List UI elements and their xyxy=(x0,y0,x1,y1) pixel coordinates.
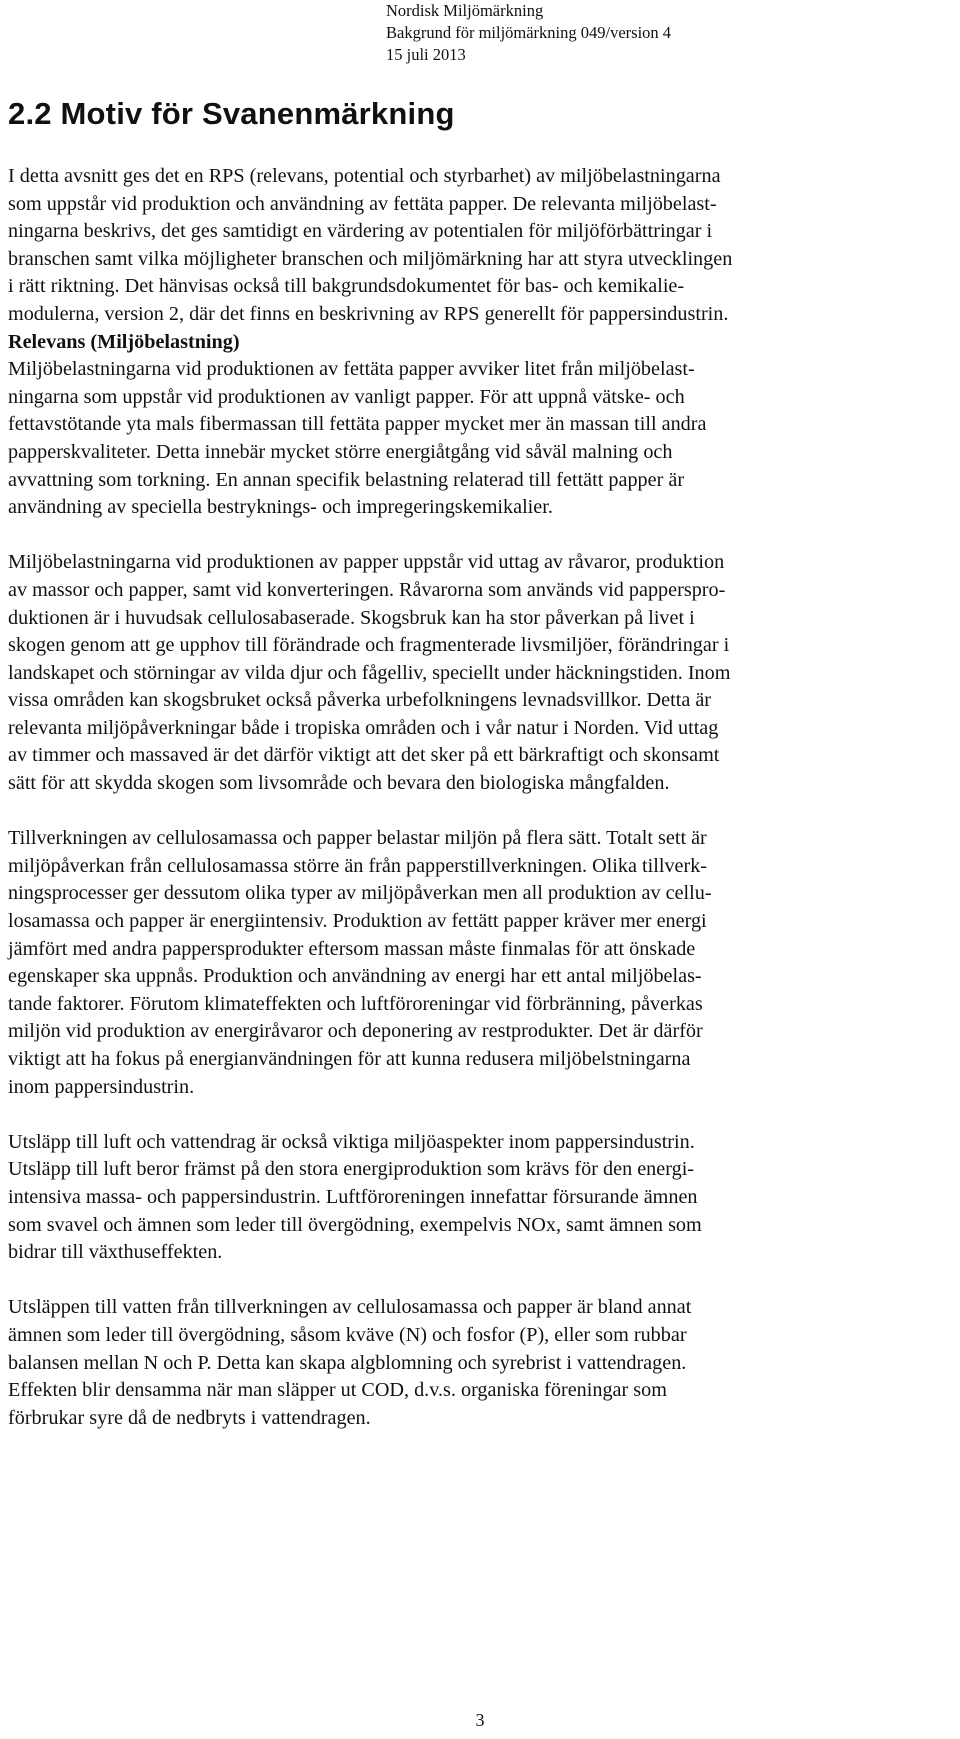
text-line: relevanta miljöpåverkningar både i tropiska områden och i vår natur i Norden. Vid uttag xyxy=(8,716,719,739)
text-line: inom pappersindustrin. xyxy=(8,1075,195,1098)
text-line: ningarna beskrivs, det ges samtidigt en värdering av potentialen för miljöförbättringar i xyxy=(8,220,713,243)
text-line: ämnen som leder till övergödning, såsom kväve (N) och fosfor (P), eller som rubbar xyxy=(8,1323,687,1346)
text-line: modulerna, version 2, där det finns en beskrivning av RPS generellt för pappersindustrin. xyxy=(8,302,729,325)
text-line: jämfört med andra pappersprodukter eftersom massan måste finmalas för att önskade xyxy=(8,937,696,960)
text-line: avvattning som torkning. En annan specifik belastning relaterad till fettätt papper är xyxy=(8,468,685,491)
text-line: duktionen är i huvudsak cellulosabaserade. Skogsbruk kan ha stor påverkan på livet i xyxy=(8,606,695,629)
text-line: skogen genom att ge upphov till förändrade och fragmenterade livsmiljöer, förändringar i xyxy=(8,634,730,657)
page-header xyxy=(386,0,686,66)
text-line: Miljöbelastningarna vid produktionen av fettäta papper avviker litet från miljöbelast- xyxy=(8,358,695,381)
page-number: 3 xyxy=(475,1710,485,1730)
text-line: Tillverkningen av cellulosamassa och papper belastar miljön på flera sätt. Totalt sett är xyxy=(8,827,707,850)
text-line: av timmer och massaved är det därför viktigt att det sker på ett bärkraftigt och skonsamt xyxy=(8,744,720,767)
text-line: Utsläpp till luft beror främst på den stora energiproduktion som krävs för den energi- xyxy=(8,1158,695,1181)
relevans-paragraph xyxy=(8,356,953,522)
text-line: viktigt att ha fokus på energianvändningen för att kunna redusera miljöbelstningarna xyxy=(8,1048,691,1070)
text-line: balansen mellan N och P. Detta kan skapa algblomning och syrebrist i vattendragen. xyxy=(8,1351,687,1374)
header-org: Nordisk Miljömärkning xyxy=(386,1,544,20)
text-line: Miljöbelastningarna vid produktionen av papper uppstår vid uttag av råvaror, produktion xyxy=(8,551,725,574)
text-line: bidrar till växthuseffekten. xyxy=(8,1241,223,1264)
text-line: tande faktorer. Förutom klimateffekten och luftföroreningar vid förbränning, påverkas xyxy=(8,992,703,1015)
text-line: I detta avsnitt ges det en RPS (relevans, potential och styrbarhet) av miljöbelastningarna xyxy=(8,165,721,187)
text-line: som svavel och ämnen som leder till övergödning, exempelvis NOx, samt ämnen som xyxy=(8,1213,702,1236)
text-line: Utsläppen till vatten från tillverkningen av cellulosamassa och papper är bland annat xyxy=(8,1296,692,1319)
text-line: förbrukar syre då de nedbryts i vattendragen. xyxy=(8,1406,371,1429)
text-line: intensiva massa- och pappersindustrin. Luftföroreningen innefattar försurande ämnen xyxy=(8,1185,698,1208)
energy-paragraph xyxy=(8,825,953,1101)
text-line: fettavstötande yta mals fibermassan till fettäta papper mycket mer än massan till andra xyxy=(8,413,707,436)
water-emissions-paragraph xyxy=(8,1294,953,1432)
text-line: av massor och papper, samt vid konverteringen. Råvarorna som används vid papperspro- xyxy=(8,578,726,601)
document-body xyxy=(8,163,953,1432)
header-date: 15 juli 2013 xyxy=(386,45,466,64)
text-line: miljöpåverkan från cellulosamassa större än från papperstillverkningen. Olika tillverk- xyxy=(8,854,708,877)
text-line: ningarna som uppstår vid produktionen av vanligt papper. För att uppnå vätske- och xyxy=(8,385,685,408)
text-line: branschen samt vilka möjligheter branschen och miljömärkning har att styra utvecklingen xyxy=(8,247,733,270)
text-line: i rätt riktning. Det hänvisas också till bakgrundsdokumentet för bas- och kemikalie- xyxy=(8,275,685,298)
header-document-id: Bakgrund för miljömärkning 049/version 4 xyxy=(386,23,672,42)
text-line: Utsläpp till luft och vattendrag är också viktiga miljöaspekter inom pappersindustrin. xyxy=(8,1130,695,1153)
air-emissions-paragraph xyxy=(8,1129,953,1267)
text-line: Effekten blir densamma när man släpper ut COD, d.v.s. organiska föreningar som xyxy=(8,1379,667,1402)
text-line: egenskaper ska uppnås. Produktion och användning av energi har ett antal miljöbelas- xyxy=(8,965,702,988)
text-line: losamassa och papper är energiintensiv. Produktion av fettätt papper kräver mer energi xyxy=(8,910,707,933)
intro-paragraph xyxy=(8,163,953,329)
text-line: vissa områden kan skogsbruket också påverka urbefolkningens levnadsvillkor. Detta är xyxy=(8,689,712,712)
relevans-heading: Relevans (Miljöbelastning) xyxy=(8,330,240,353)
text-line: sätt för att skydda skogen som livsområde och bevara den biologiska mångfalden. xyxy=(8,772,670,795)
section-title: 2.2 Motiv för Svanenmärkning xyxy=(8,96,455,131)
text-line: användning av speciella bestryknings- och impregeringskemikalier. xyxy=(8,496,553,519)
text-line: papperskvaliteter. Detta innebär mycket större energiåtgång vid såväl malning och xyxy=(8,440,673,463)
text-line: miljön vid produktion av energiråvaror och deponering av restprodukter. Det är därför xyxy=(8,1020,703,1043)
text-line: som uppstår vid produktion och användning av fettäta papper. De relevanta miljöbelast- xyxy=(8,192,717,215)
raw-materials-paragraph xyxy=(8,549,953,797)
text-line: ningsprocesser ger dessutom olika typer av miljöpåverkan men all produktion av cellu- xyxy=(8,882,712,905)
text-line: landskapet och störningar av vilda djur och fågelliv, speciellt under häckningstiden. Inom xyxy=(8,661,731,684)
